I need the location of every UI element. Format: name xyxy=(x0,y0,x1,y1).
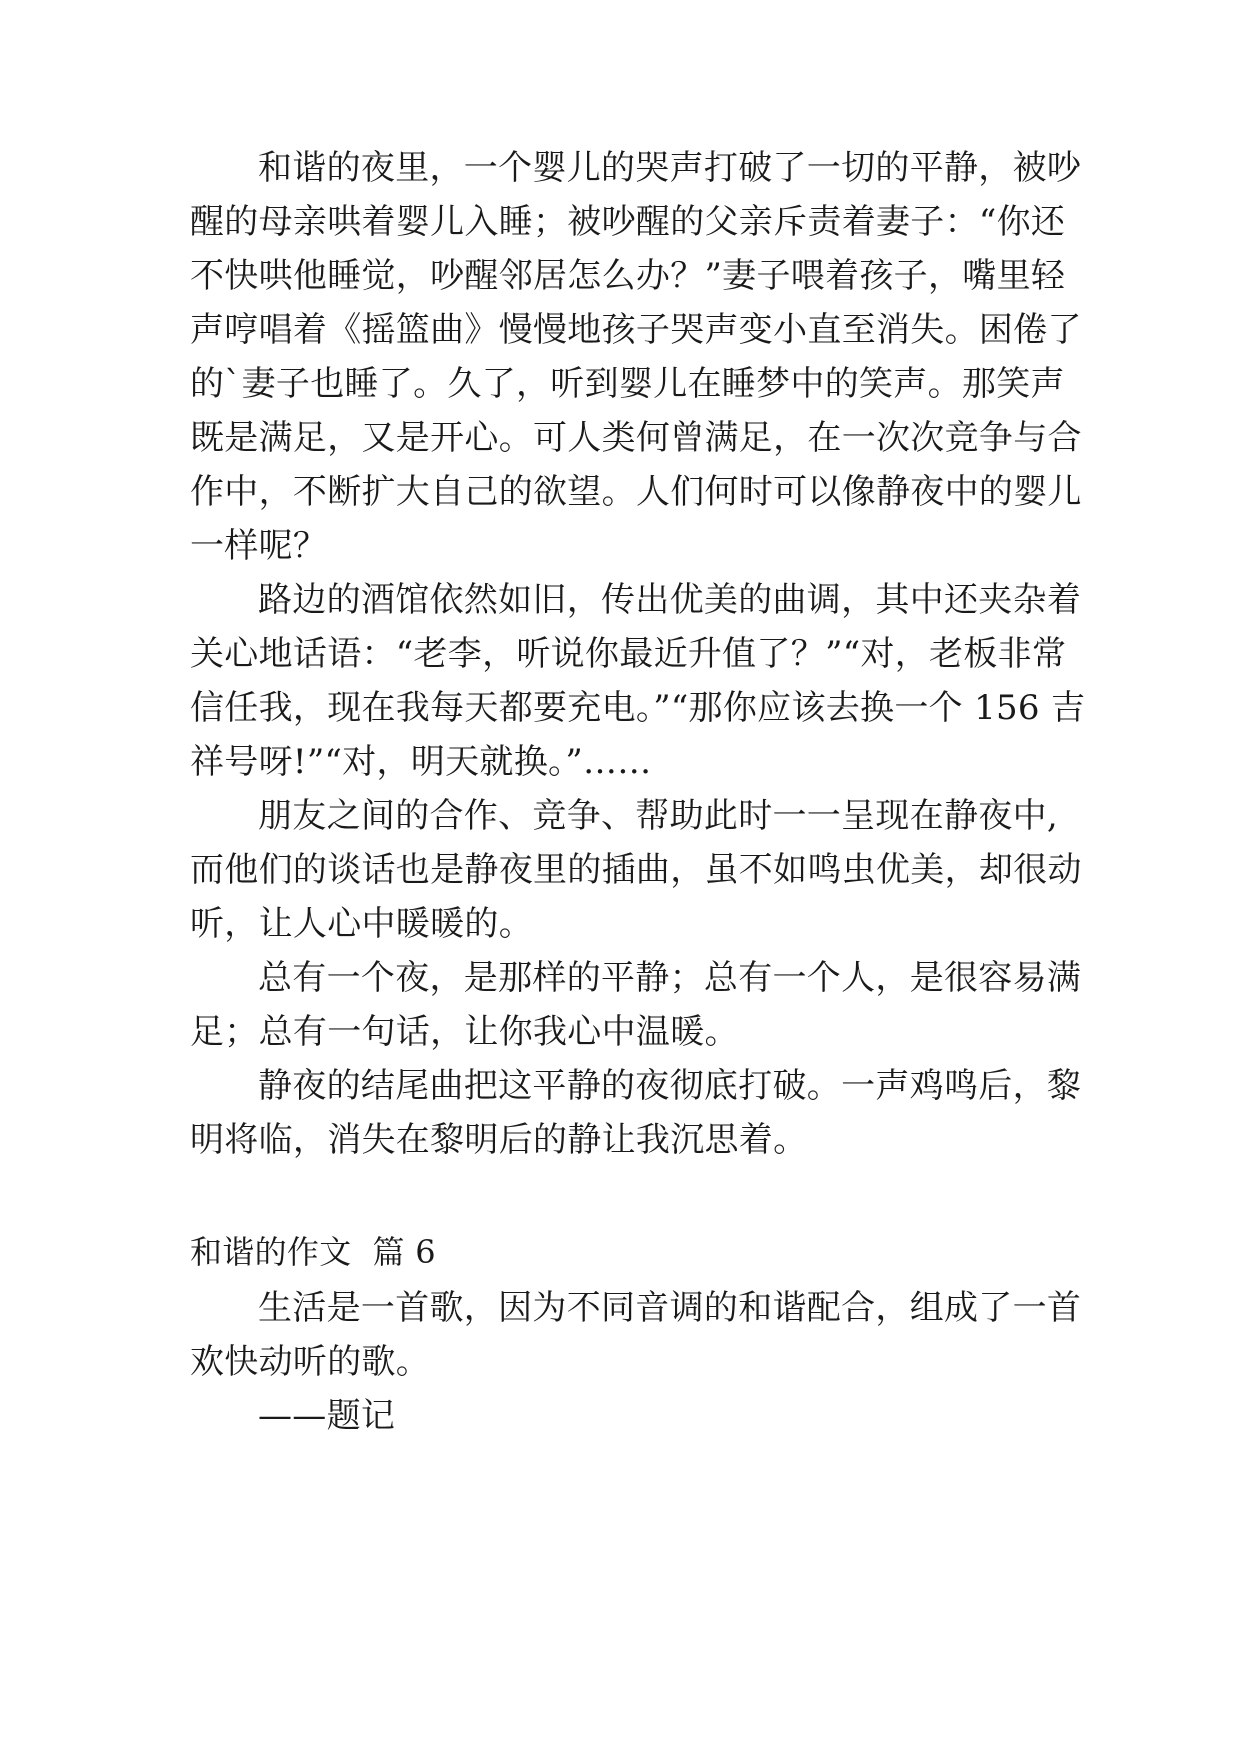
text-line: 静夜的结尾曲把这平静的夜彻底打破。一声鸡鸣后，黎 xyxy=(258,1066,1082,1106)
text-line: 声哼唱着《摇篮曲》慢慢地孩子哭声变小直至消失。困倦了 xyxy=(190,310,1082,350)
text-line: 欢快动听的歌。 xyxy=(190,1342,431,1382)
text-line: 信任我，现在我每天都要充电。”“那你应该去换一个 156 吉 xyxy=(190,688,1086,728)
text-line: 朋友之间的合作、竞争、帮助此时一一呈现在静夜中, xyxy=(258,796,1059,836)
text-line: ——题记 xyxy=(258,1396,396,1436)
text-line: 而他们的谈话也是静夜里的插曲，虽不如鸣虫优美，却很动 xyxy=(190,850,1082,890)
text-line: 醒的母亲哄着婴儿入睡；被吵醒的父亲斥责着妻子：“你还 xyxy=(190,202,1066,242)
text-line: 祥号呀!”“对，明天就换。”…… xyxy=(190,742,652,782)
text-line: 的`妻子也睡了。久了，听到婴儿在睡梦中的笑声。那笑声 xyxy=(190,364,1065,404)
text-line: 听，让人心中暖暖的。 xyxy=(190,904,533,944)
text-line: 总有一个夜，是那样的平静；总有一个人，是很容易满 xyxy=(258,958,1082,998)
text-line: 不快哄他睡觉，吵醒邻居怎么办？”妻子喂着孩子，嘴里轻 xyxy=(190,256,1066,296)
text-line: 作中，不断扩大自己的欲望。人们何时可以像静夜中的婴儿 xyxy=(190,472,1082,512)
text-line: 足；总有一句话，让你我心中温暖。 xyxy=(190,1012,739,1052)
text-line: 既是满足，又是开心。可人类何曾满足，在一次次竞争与合 xyxy=(190,418,1082,458)
section-heading: 和谐的作文 篇 6 xyxy=(190,1233,436,1271)
text-line: 路边的酒馆依然如旧，传出优美的曲调，其中还夹杂着 xyxy=(258,580,1082,620)
text-line: 生活是一首歌，因为不同音调的和谐配合，组成了一首 xyxy=(258,1288,1082,1328)
text-line: 和谐的夜里，一个婴儿的哭声打破了一切的平静，被吵 xyxy=(258,148,1082,188)
text-line: 一样呢？ xyxy=(190,526,328,566)
text-line: 关心地话语：“老李，听说你最近升值了？”“对，老板非常 xyxy=(190,634,1067,674)
text-line: 明将临，消失在黎明后的静让我沉思着。 xyxy=(190,1120,808,1160)
